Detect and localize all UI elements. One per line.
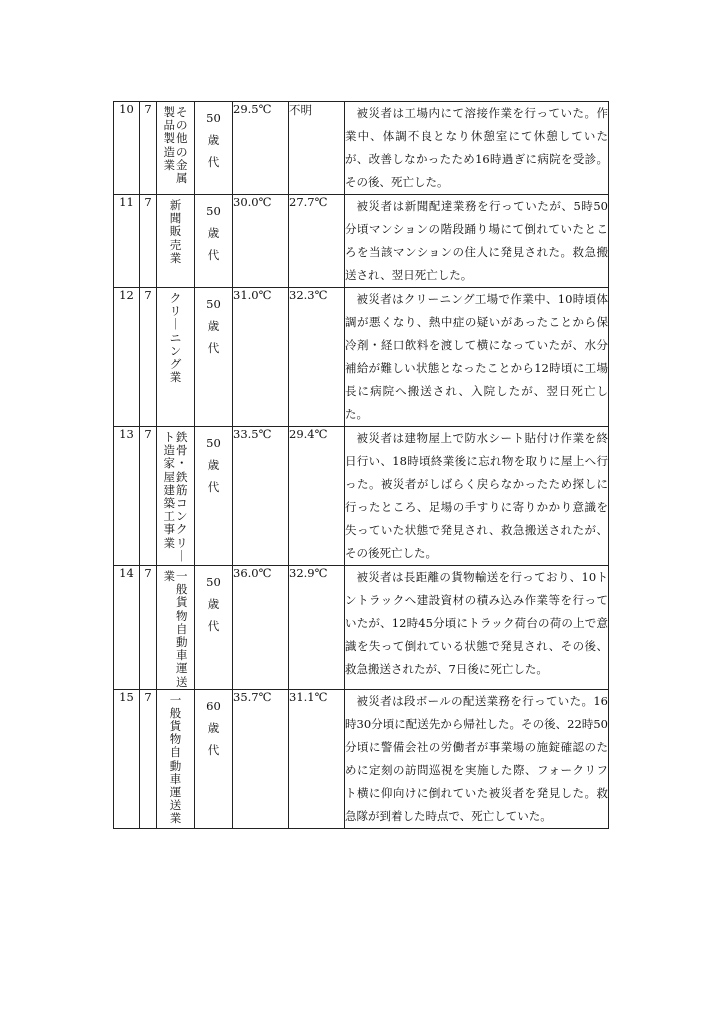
description-text: 被災者は新聞配達業務を行っていたが、5時50分頃マンションの階段踊り場にて倒れていたところを当該マンションの住人に発見された。救急搬送され、翌日死亡した。 [345, 199, 608, 282]
industry-line: そ の 他 の 金 属 [176, 105, 188, 185]
age-part: 代 [207, 155, 220, 169]
age-part: 代 [207, 619, 220, 633]
table-row [114, 689, 609, 828]
month: 7 [140, 689, 157, 828]
age-part: 50 [206, 297, 221, 311]
description-text: 被災者は段ボールの配送業務を行っていた。16時30分頃に配送先から帰社した。その後、22時50分頃に警備会社の労働者が事業場の施錠確認のために定刻の訪問巡視を実施した際、フォークリフト横に仰向けに倒れていた被災者を発見した。救急隊が到着した時点で、死亡していた。 [345, 693, 608, 823]
industry-line: 鉄 骨 ・ 鉄 筋 コ ン ク リ ｜ [176, 430, 188, 563]
industry-vertical-text [157, 427, 194, 563]
wbgt-value: 31.0℃ [233, 288, 289, 427]
table-row [114, 102, 609, 195]
case-number: 15 [114, 689, 140, 828]
age-part: 50 [206, 111, 221, 125]
age-part: 代 [207, 341, 220, 355]
age-part: 50 [206, 204, 221, 218]
case-description [345, 689, 609, 828]
industry-line: 製 品 製 造 業 [163, 105, 175, 172]
industry-line: ト 造 家 屋 建 築 工 事 業 [163, 430, 175, 550]
description-text: 被災者は工場内にて溶接作業を行っていた。作業中、体調不良となり休憩室にて休憩していたが、改善しなかったため16時過ぎに病院を受診。その後、死亡した。 [345, 106, 608, 189]
month: 7 [140, 427, 157, 566]
heatstroke-cases-table [113, 101, 609, 829]
industry [157, 427, 195, 566]
industry-line: ク リ ｜ ニ ン グ 業 [169, 291, 182, 385]
industry [157, 566, 195, 690]
industry [157, 689, 195, 828]
age-part: 50 [206, 436, 221, 450]
age-part: 代 [207, 248, 220, 262]
industry [157, 102, 195, 195]
case-description [345, 195, 609, 288]
table-row [114, 288, 609, 427]
industry-vertical-text [157, 690, 194, 826]
age-part: 50 [206, 575, 221, 589]
industry-vertical-text [157, 102, 194, 185]
age-group [195, 288, 233, 427]
industry-vertical-text [157, 566, 194, 689]
age-part: 歳 [207, 720, 220, 735]
month: 7 [140, 566, 157, 690]
age-part: 60 [206, 698, 221, 713]
age-group [195, 102, 233, 195]
description-text: 被災者は長距離の貨物輸送を行っており、10トントラックへ建設資材の積み込み作業等を行っていたが、12時45分頃にトラック荷台の荷の上で意識を失って倒れている状態で発見され、その後、救急搬送されたが、7日後に死亡した。 [345, 570, 608, 676]
industry-line: 新 聞 販 売 業 [169, 198, 182, 265]
wbgt-value: 35.7℃ [233, 689, 289, 828]
age-group [195, 566, 233, 690]
wbgt-value: 36.0℃ [233, 566, 289, 690]
industry [157, 195, 195, 288]
temperature-value: 32.3℃ [289, 288, 345, 427]
table-row [114, 427, 609, 566]
case-number: 10 [114, 102, 140, 195]
case-number: 13 [114, 427, 140, 566]
case-description [345, 427, 609, 566]
table-row [114, 195, 609, 288]
case-number: 12 [114, 288, 140, 427]
table-body [114, 102, 609, 829]
temperature-value: 29.4℃ [289, 427, 345, 566]
month: 7 [140, 195, 157, 288]
month: 7 [140, 102, 157, 195]
age-part: 歳 [207, 458, 220, 472]
age-part: 歳 [207, 319, 220, 333]
age-part: 歳 [207, 133, 220, 147]
age-group [195, 427, 233, 566]
description-text: 被災者は建物屋上で防水シート貼付け作業を終日行い、18時頃終業後に忘れ物を取りに屋上へ行った。被災者がしばらく戻らなかったため探しに行ったところ、足場の手すりに寄りかかり意識を失っていた状態で発見され、救急搬送されたが、その後死亡した。 [345, 431, 608, 560]
case-description [345, 102, 609, 195]
age-part: 代 [207, 480, 220, 494]
month: 7 [140, 288, 157, 427]
table-row [114, 566, 609, 690]
wbgt-value: 29.5℃ [233, 102, 289, 195]
industry-line: 一 般 貨 物 自 動 車 運 送 [176, 569, 188, 689]
wbgt-value: 33.5℃ [233, 427, 289, 566]
case-number: 11 [114, 195, 140, 288]
industry-vertical-text [157, 288, 194, 384]
age-group [195, 195, 233, 288]
description-text: 被災者はクリーニング工場で作業中、10時頃体調が悪くなり、熱中症の疑いがあったことから保冷剤・経口飲料を渡して横になっていたが、水分補給が難しい状態となったことから12時頃に工場長に病院へ搬送され、入院したが、翌日死亡した。 [345, 292, 608, 421]
case-description [345, 566, 609, 690]
temperature-value: 32.9℃ [289, 566, 345, 690]
age-part: 歳 [207, 226, 220, 240]
temperature-value: 不明 [289, 102, 345, 195]
case-number: 14 [114, 566, 140, 690]
age-group [195, 689, 233, 828]
industry-vertical-text [157, 195, 194, 265]
industry-line: 一 般 貨 物 自 動 車 運 送 業 [169, 692, 182, 826]
industry-line: 業 [163, 569, 175, 583]
age-part: 代 [207, 742, 220, 757]
temperature-value: 27.7℃ [289, 195, 345, 288]
wbgt-value: 30.0℃ [233, 195, 289, 288]
temperature-value: 31.1℃ [289, 689, 345, 828]
industry [157, 288, 195, 427]
age-part: 歳 [207, 597, 220, 611]
case-description [345, 288, 609, 427]
